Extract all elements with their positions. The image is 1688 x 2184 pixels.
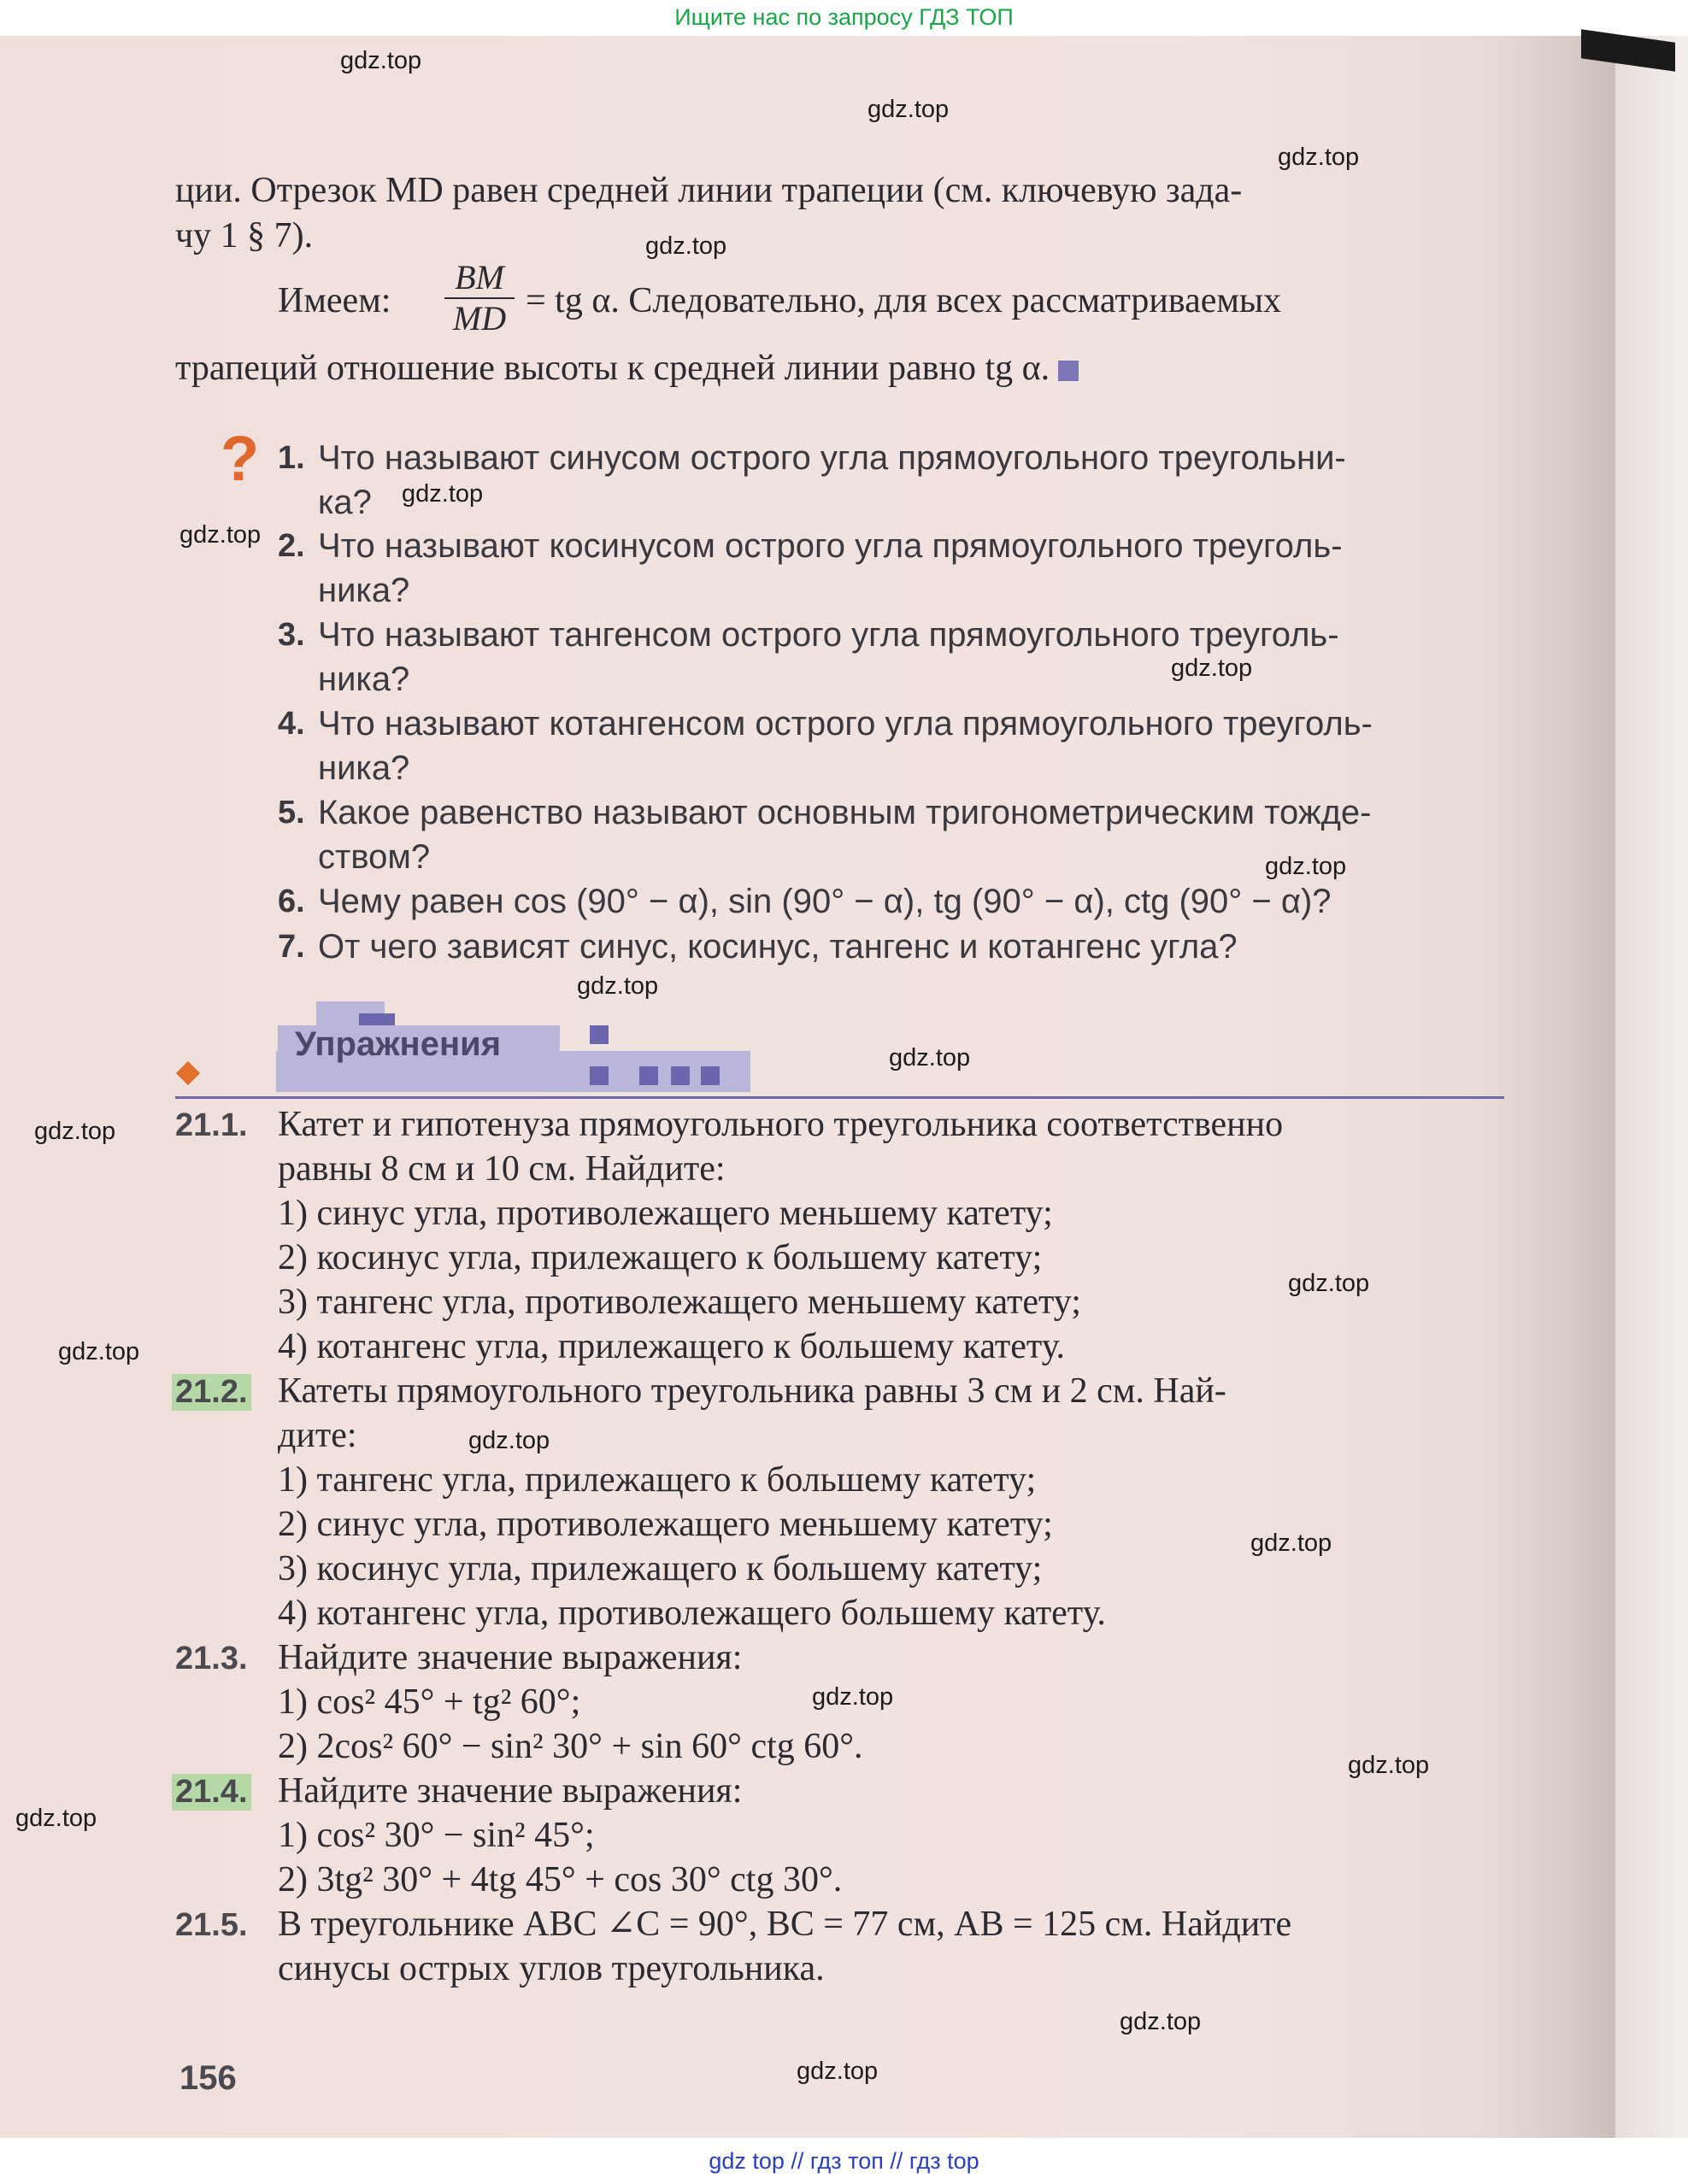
question-text: ника? bbox=[318, 572, 410, 609]
intro-line-1: ции. Отрезок MD равен средней линии трапеции (см. ключевую зада- bbox=[175, 171, 1243, 210]
intro-line-4 bbox=[175, 346, 1079, 390]
exercise-number: 21.3. bbox=[175, 1641, 248, 1676]
question-text: Какое равенство называют основным тригонометрическим тожде- bbox=[318, 794, 1372, 831]
exercise-text: равны 8 см и 10 см. Найдите: bbox=[278, 1149, 726, 1189]
watermark: gdz.top bbox=[1265, 853, 1347, 880]
exercise-text: В треугольнике ABC ∠C = 90°, BC = 77 см, AB = 125 см. Найдите bbox=[278, 1905, 1292, 1944]
watermark: gdz.top bbox=[58, 1338, 140, 1365]
exercise-text: синусы острых углов треугольника. bbox=[278, 1949, 825, 1988]
exercise-text: Найдите значение выражения: bbox=[278, 1771, 743, 1811]
watermark: gdz.top bbox=[889, 1044, 971, 1071]
exercise-number-highlighted: 21.4. bbox=[172, 1774, 251, 1811]
exercise-text: 2) 2cos² 60° − sin² 30° + sin 60° ctg 60°. bbox=[278, 1727, 863, 1766]
exercise-text: 4) котангенс угла, противолежащего большему катету. bbox=[278, 1594, 1106, 1633]
footer-links[interactable]: gdz top // гдз топ // гдз top bbox=[709, 2148, 979, 2174]
watermark: gdz.top bbox=[468, 1427, 550, 1454]
question-number: 4. bbox=[278, 706, 305, 742]
exercise-number: 21.1. bbox=[175, 1107, 248, 1143]
question-text: Что называют котангенсом острого угла прямоугольного треуголь- bbox=[318, 705, 1373, 743]
watermark: gdz.top bbox=[340, 47, 422, 74]
question-text: Что называют синусом острого угла прямоугольного треугольни- bbox=[318, 439, 1346, 477]
end-of-proof-square-icon bbox=[1058, 361, 1079, 381]
exercise-text: Катет и гипотенуза прямоугольного треугольника соответственно bbox=[278, 1105, 1284, 1144]
watermark: gdz.top bbox=[179, 521, 262, 549]
page-edge bbox=[1615, 36, 1688, 2138]
fraction-numerator: BM bbox=[444, 258, 515, 299]
fraction-denominator: MD bbox=[452, 299, 507, 338]
question-number: 5. bbox=[278, 795, 305, 831]
exercise-text: Найдите значение выражения: bbox=[278, 1638, 743, 1677]
intro-line-3: = tg α. Следовательно, для всех рассматриваемых bbox=[526, 281, 1282, 320]
watermark: gdz.top bbox=[797, 2058, 879, 2085]
exercise-number: 21.5. bbox=[175, 1907, 248, 1943]
exercise-text: 3) тангенс угла, противолежащего меньшему катету; bbox=[278, 1283, 1081, 1322]
intro-line-4-text: трапеций отношение высоты к средней линии равно tg α. bbox=[175, 349, 1050, 388]
watermark: gdz.top bbox=[402, 480, 484, 508]
exercise-text: 4) котангенс угла, прилежащего к большему катету. bbox=[278, 1327, 1066, 1366]
watermark: gdz.top bbox=[1288, 1270, 1370, 1297]
question-number: 1. bbox=[278, 440, 305, 476]
fraction-bm-md bbox=[444, 258, 515, 338]
top-banner[interactable]: Ищите нас по запросу ГДЗ ТОП bbox=[674, 4, 1014, 30]
watermark: gdz.top bbox=[645, 232, 727, 260]
exercises-title: Упражнения bbox=[295, 1025, 502, 1063]
exercise-text: 3) косинус угла, прилежащего к большему катету; bbox=[278, 1549, 1043, 1588]
watermark: gdz.top bbox=[1120, 2008, 1202, 2035]
watermark: gdz.top bbox=[1278, 144, 1360, 171]
question-mark-icon: ? bbox=[221, 423, 260, 494]
watermark: gdz.top bbox=[868, 96, 950, 123]
question-text: От чего зависят синус, косинус, тангенс и котангенс угла? bbox=[318, 928, 1238, 966]
question-text: Чему равен cos (90° − α), sin (90° − α), tg (90° − α), ctg (90° − α)? bbox=[318, 883, 1332, 920]
exercise-text: 1) cos² 30° − sin² 45°; bbox=[278, 1816, 595, 1855]
exercise-text: 2) косинус угла, прилежащего к большему катету; bbox=[278, 1238, 1043, 1277]
question-number: 3. bbox=[278, 617, 305, 653]
exercise-text: Катеты прямоугольного треугольника равны 3 см и 2 см. Най- bbox=[278, 1371, 1226, 1411]
watermark: gdz.top bbox=[34, 1118, 116, 1145]
exercise-text: 1) cos² 45° + tg² 60°; bbox=[278, 1682, 581, 1722]
question-text: Что называют тангенсом острого угла прямоугольного треуголь- bbox=[318, 616, 1339, 654]
exercise-text: 2) синус угла, противолежащего меньшему катету; bbox=[278, 1505, 1053, 1544]
question-number: 2. bbox=[278, 528, 305, 564]
watermark: gdz.top bbox=[15, 1805, 97, 1832]
watermark: gdz.top bbox=[1250, 1529, 1332, 1557]
exercise-text: 1) тангенс угла, прилежащего к большему катету; bbox=[278, 1460, 1037, 1500]
question-number: 6. bbox=[278, 884, 305, 919]
divider bbox=[175, 1096, 1504, 1099]
watermark: gdz.top bbox=[577, 972, 659, 1000]
question-text: ка? bbox=[318, 484, 372, 521]
page-number: 156 bbox=[179, 2059, 237, 2097]
question-number: 7. bbox=[278, 929, 305, 965]
intro-imeem: Имеем: bbox=[278, 281, 391, 320]
exercise-text: 1) синус угла, противолежащего меньшему катету; bbox=[278, 1194, 1053, 1233]
question-text: ника? bbox=[318, 660, 410, 698]
exercise-number-highlighted: 21.2. bbox=[172, 1374, 251, 1411]
question-text: Что называют косинусом острого угла прямоугольного треуголь- bbox=[318, 527, 1343, 565]
question-text: ника? bbox=[318, 749, 410, 787]
intro-line-2: чу 1 § 7). bbox=[175, 216, 314, 255]
watermark: gdz.top bbox=[1171, 655, 1253, 682]
exercise-text: 2) 3tg² 30° + 4tg 45° + cos 30° ctg 30°. bbox=[278, 1860, 843, 1899]
watermark: gdz.top bbox=[1348, 1752, 1430, 1779]
watermark: gdz.top bbox=[812, 1683, 894, 1711]
question-text: ством? bbox=[318, 838, 431, 876]
exercise-text: дите: bbox=[278, 1416, 357, 1455]
